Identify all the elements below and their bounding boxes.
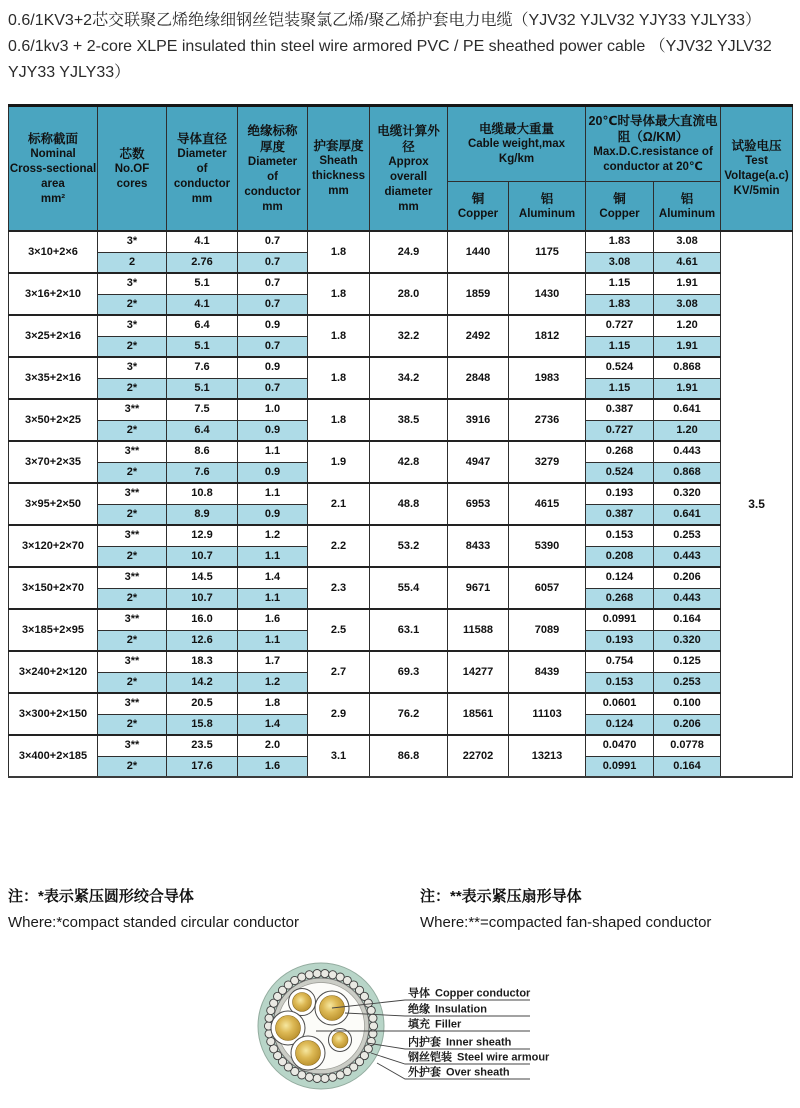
steel-wire-bead (321, 970, 329, 978)
col-header-cores: 芯数 No.OF cores (98, 106, 167, 232)
cell-resistance-copper: 0.0991 (586, 756, 654, 777)
cell-resistance-aluminum: 0.206 (654, 714, 721, 735)
phase-core (291, 1036, 325, 1070)
cell-cores: 2* (98, 672, 167, 693)
table-row (9, 609, 793, 630)
cell-weight-aluminum: 1983 (509, 357, 586, 399)
cell-conductor-diameter: 14.5 (167, 567, 238, 588)
table-body (9, 231, 793, 777)
cell-resistance-aluminum: 3.08 (654, 231, 721, 252)
cell-insulation-thickness: 1.1 (238, 441, 308, 462)
col-header-dc-resistance: 20℃时导体最大直流电 阻（Ω/KM） Max.D.C.resistance of conductor at 20℃ (586, 106, 721, 182)
cell-cores: 3** (98, 441, 167, 462)
cell-overall-diameter: 28.0 (370, 273, 448, 315)
cell-conductor-diameter: 8.6 (167, 441, 238, 462)
cell-sheath-thickness: 2.7 (308, 651, 370, 693)
cell-sheath-thickness: 2.2 (308, 525, 370, 567)
cell-resistance-aluminum: 1.91 (654, 378, 721, 399)
cell-cores: 3** (98, 567, 167, 588)
cell-conductor-diameter: 4.1 (167, 231, 238, 252)
cell-resistance-aluminum: 0.253 (654, 525, 721, 546)
page-title (8, 8, 796, 86)
cell-nominal-area: 3×50+2×25 (9, 399, 98, 441)
cell-resistance-copper: 0.0991 (586, 609, 654, 630)
steel-wire-bead (369, 1014, 377, 1022)
cell-resistance-copper: 0.754 (586, 651, 654, 672)
table-row (9, 357, 793, 378)
cell-weight-aluminum: 1175 (509, 231, 586, 273)
steel-wire-bead (321, 1074, 329, 1082)
cell-resistance-copper: 1.83 (586, 231, 654, 252)
cell-insulation-thickness: 1.0 (238, 399, 308, 420)
cell-sheath-thickness: 1.8 (308, 315, 370, 357)
cell-resistance-copper: 0.193 (586, 630, 654, 651)
steel-wire-bead (298, 973, 306, 981)
table-row (9, 399, 793, 420)
cell-weight-aluminum: 4615 (509, 483, 586, 525)
copper-conductor (332, 1032, 348, 1048)
cell-insulation-thickness: 1.1 (238, 630, 308, 651)
cell-insulation-thickness: 1.4 (238, 567, 308, 588)
cell-nominal-area: 3×400+2×185 (9, 735, 98, 777)
cell-weight-copper: 1440 (448, 231, 509, 273)
table-row (9, 567, 793, 588)
cell-conductor-diameter: 16.0 (167, 609, 238, 630)
cell-conductor-diameter: 18.3 (167, 651, 238, 672)
cell-insulation-thickness: 1.6 (238, 756, 308, 777)
cell-insulation-thickness: 1.1 (238, 588, 308, 609)
cell-resistance-copper: 0.124 (586, 714, 654, 735)
cell-sheath-thickness: 2.1 (308, 483, 370, 525)
cell-resistance-aluminum: 0.320 (654, 483, 721, 504)
diagram-label: 外护套 Over sheath (408, 1066, 510, 1079)
cell-resistance-copper: 0.524 (586, 462, 654, 483)
cell-test-voltage: 3.5 (721, 231, 793, 777)
cell-weight-copper: 2492 (448, 315, 509, 357)
title-line-zh: 0.6/1KV3+2芯交联聚乙烯绝缘细钢丝铠装聚氯乙烯/聚乙烯护套电力电缆（YJV32 YJLV32 YJY33 YJLY33） (8, 12, 761, 29)
col-header-cable-weight: 电缆最大重量 Cable weight,max Kg/km (448, 106, 586, 182)
cell-resistance-aluminum: 0.0778 (654, 735, 721, 756)
steel-wire-bead (367, 1006, 375, 1014)
note-left-en: Where:*compact standed circular conductor (8, 914, 299, 931)
cell-cores: 2* (98, 756, 167, 777)
cell-weight-copper: 9671 (448, 567, 509, 609)
cell-sheath-thickness: 1.8 (308, 273, 370, 315)
cell-insulation-thickness: 1.2 (238, 525, 308, 546)
cell-cores: 2* (98, 546, 167, 567)
cell-conductor-diameter: 5.1 (167, 273, 238, 294)
cell-insulation-thickness: 2.0 (238, 735, 308, 756)
cell-resistance-aluminum: 0.100 (654, 693, 721, 714)
cell-cores: 2* (98, 294, 167, 315)
cell-sheath-thickness: 1.9 (308, 441, 370, 483)
cell-insulation-thickness: 0.7 (238, 231, 308, 252)
cell-insulation-thickness: 0.7 (238, 378, 308, 399)
cell-resistance-aluminum: 0.641 (654, 399, 721, 420)
cell-weight-aluminum: 8439 (509, 651, 586, 693)
subheader-weight-aluminum: 铝 Aluminum (509, 182, 586, 232)
col-header-insulation-thickness: 绝缘标称 厚度 Diameter of conductor mm (238, 106, 308, 232)
cell-resistance-copper: 0.193 (586, 483, 654, 504)
table-row (9, 483, 793, 504)
cell-nominal-area: 3×10+2×6 (9, 231, 98, 273)
cell-conductor-diameter: 10.7 (167, 546, 238, 567)
cell-insulation-thickness: 1.1 (238, 546, 308, 567)
cell-cores: 2* (98, 420, 167, 441)
cell-insulation-thickness: 1.6 (238, 609, 308, 630)
steel-wire-bead (313, 1074, 321, 1082)
note-right-en: Where:**=compacted fan-shaped conductor (420, 914, 712, 931)
cell-weight-aluminum: 5390 (509, 525, 586, 567)
cell-insulation-thickness: 1.1 (238, 483, 308, 504)
cell-overall-diameter: 76.2 (370, 693, 448, 735)
diagram-label: 绝缘 Insulation (408, 1003, 487, 1016)
cell-nominal-area: 3×240+2×120 (9, 651, 98, 693)
cell-conductor-diameter: 7.6 (167, 462, 238, 483)
cell-resistance-aluminum: 0.868 (654, 462, 721, 483)
diagram-labels (407, 986, 550, 1079)
cell-overall-diameter: 55.4 (370, 567, 448, 609)
cell-weight-copper: 14277 (448, 651, 509, 693)
cell-resistance-aluminum: 0.443 (654, 588, 721, 609)
cell-sheath-thickness: 3.1 (308, 735, 370, 777)
subheader-resistance-aluminum: 铝 Aluminum (654, 182, 721, 232)
cell-cores: 3** (98, 399, 167, 420)
cell-weight-aluminum: 2736 (509, 399, 586, 441)
table-row (9, 735, 793, 756)
cell-resistance-copper: 0.153 (586, 672, 654, 693)
cell-overall-diameter: 38.5 (370, 399, 448, 441)
cell-resistance-aluminum: 0.206 (654, 567, 721, 588)
cell-weight-copper: 1859 (448, 273, 509, 315)
cell-cores: 3* (98, 231, 167, 252)
col-header-overall-diameter: 电缆计算外 径 Approx overall diameter mm (370, 106, 448, 232)
cell-conductor-diameter: 8.9 (167, 504, 238, 525)
cell-cores: 2 (98, 252, 167, 273)
cell-sheath-thickness: 1.8 (308, 357, 370, 399)
cell-insulation-thickness: 1.2 (238, 672, 308, 693)
cell-conductor-diameter: 10.7 (167, 588, 238, 609)
cell-cores: 3** (98, 609, 167, 630)
diagram-label: 内护套 Inner sheath (408, 1036, 512, 1049)
cell-resistance-copper: 0.387 (586, 399, 654, 420)
steel-wire-bead (305, 1073, 313, 1081)
cell-insulation-thickness: 0.9 (238, 420, 308, 441)
cell-resistance-aluminum: 3.08 (654, 294, 721, 315)
col-header-nominal-area: 标称截面 Nominal Cross-sectional area mm² (9, 106, 98, 232)
steel-wire-bead (329, 971, 337, 979)
cell-resistance-copper: 0.0470 (586, 735, 654, 756)
cell-resistance-copper: 0.208 (586, 546, 654, 567)
cell-insulation-thickness: 0.9 (238, 315, 308, 336)
cell-conductor-diameter: 7.6 (167, 357, 238, 378)
cell-weight-copper: 22702 (448, 735, 509, 777)
note-circular-conductor (8, 884, 398, 936)
cable-spec-table (8, 104, 793, 778)
cell-conductor-diameter: 12.9 (167, 525, 238, 546)
cell-resistance-copper: 1.15 (586, 336, 654, 357)
cell-conductor-diameter: 7.5 (167, 399, 238, 420)
cell-insulation-thickness: 1.4 (238, 714, 308, 735)
cell-resistance-aluminum: 1.20 (654, 420, 721, 441)
cell-nominal-area: 3×150+2×70 (9, 567, 98, 609)
cell-resistance-copper: 3.08 (586, 252, 654, 273)
table-row (9, 315, 793, 336)
cell-resistance-copper: 1.15 (586, 378, 654, 399)
cell-resistance-aluminum: 0.641 (654, 504, 721, 525)
cell-cores: 2* (98, 378, 167, 399)
diagram-label: 填充 Filler (408, 1018, 462, 1031)
cell-conductor-diameter: 5.1 (167, 378, 238, 399)
cell-overall-diameter: 32.2 (370, 315, 448, 357)
cell-cores: 3** (98, 483, 167, 504)
cell-nominal-area: 3×70+2×35 (9, 441, 98, 483)
cell-cores: 3* (98, 273, 167, 294)
cell-insulation-thickness: 0.9 (238, 462, 308, 483)
cell-weight-copper: 3916 (448, 399, 509, 441)
cell-resistance-aluminum: 0.443 (654, 441, 721, 462)
cell-resistance-copper: 0.124 (586, 567, 654, 588)
note-right-zh: 注：**表示紧压扇形导体 (420, 888, 582, 905)
cell-resistance-aluminum: 1.91 (654, 273, 721, 294)
cell-conductor-diameter: 14.2 (167, 672, 238, 693)
cell-overall-diameter: 86.8 (370, 735, 448, 777)
cell-conductor-diameter: 10.8 (167, 483, 238, 504)
cell-weight-copper: 18561 (448, 693, 509, 735)
steel-wire-bead (329, 1073, 337, 1081)
cell-cores: 2* (98, 462, 167, 483)
cell-insulation-thickness: 1.7 (238, 651, 308, 672)
subheader-resistance-copper: 铜 Copper (586, 182, 654, 232)
cell-resistance-aluminum: 0.443 (654, 546, 721, 567)
cell-nominal-area: 3×185+2×95 (9, 609, 98, 651)
table-row (9, 693, 793, 714)
cell-resistance-copper: 0.524 (586, 357, 654, 378)
table-header (9, 106, 793, 232)
table-row (9, 441, 793, 462)
col-header-conductor-diameter: 导体直径 Diameter of conductor mm (167, 106, 238, 232)
cell-insulation-thickness: 0.7 (238, 273, 308, 294)
cell-conductor-diameter: 6.4 (167, 315, 238, 336)
cell-sheath-thickness: 2.5 (308, 609, 370, 651)
cell-resistance-aluminum: 0.164 (654, 609, 721, 630)
table-row (9, 651, 793, 672)
cell-conductor-diameter: 4.1 (167, 294, 238, 315)
cell-weight-aluminum: 1812 (509, 315, 586, 357)
cell-nominal-area: 3×95+2×50 (9, 483, 98, 525)
note-fan-shaped-conductor (420, 884, 800, 936)
title-line-en-1: 0.6/1kv3 + 2-core XLPE insulated thin steel wire armored PVC / PE sheathed power cable （YJV32 YJLV32 (8, 38, 772, 55)
cell-nominal-area: 3×120+2×70 (9, 525, 98, 567)
cell-resistance-copper: 0.387 (586, 504, 654, 525)
subheader-weight-copper: 铜 Copper (448, 182, 509, 232)
cell-overall-diameter: 34.2 (370, 357, 448, 399)
cell-sheath-thickness: 1.8 (308, 231, 370, 273)
cell-weight-aluminum: 1430 (509, 273, 586, 315)
steel-wire-bead (305, 971, 313, 979)
cell-conductor-diameter: 12.6 (167, 630, 238, 651)
cell-resistance-aluminum: 0.320 (654, 630, 721, 651)
cable-cross-section-diagram (238, 953, 668, 1103)
cell-insulation-thickness: 0.7 (238, 252, 308, 273)
cell-cores: 3* (98, 357, 167, 378)
col-header-sheath-thickness: 护套厚度 Sheath thickness mm (308, 106, 370, 232)
cell-cores: 2* (98, 714, 167, 735)
cell-nominal-area: 3×300+2×150 (9, 693, 98, 735)
cell-insulation-thickness: 0.7 (238, 294, 308, 315)
cell-conductor-diameter: 5.1 (167, 336, 238, 357)
cell-cores: 2* (98, 504, 167, 525)
cell-conductor-diameter: 17.6 (167, 756, 238, 777)
cell-resistance-aluminum: 4.61 (654, 252, 721, 273)
cell-resistance-copper: 0.268 (586, 441, 654, 462)
diagram-label: 钢丝铠装 Steel wire armour (408, 1051, 550, 1064)
cell-weight-aluminum: 7089 (509, 609, 586, 651)
table-row (9, 525, 793, 546)
cell-weight-aluminum: 6057 (509, 567, 586, 609)
cell-weight-copper: 8433 (448, 525, 509, 567)
cell-resistance-copper: 0.0601 (586, 693, 654, 714)
cell-resistance-aluminum: 0.125 (654, 651, 721, 672)
cell-sheath-thickness: 1.8 (308, 399, 370, 441)
cell-overall-diameter: 63.1 (370, 609, 448, 651)
cell-insulation-thickness: 0.7 (238, 336, 308, 357)
cell-cores: 3* (98, 315, 167, 336)
title-line-en-2: YJY33 YJLY33） (8, 64, 131, 81)
cell-resistance-aluminum: 0.253 (654, 672, 721, 693)
cell-sheath-thickness: 2.3 (308, 567, 370, 609)
cell-nominal-area: 3×35+2×16 (9, 357, 98, 399)
cell-cores: 3** (98, 693, 167, 714)
copper-conductor (276, 1016, 301, 1041)
cell-conductor-diameter: 15.8 (167, 714, 238, 735)
cell-weight-aluminum: 11103 (509, 693, 586, 735)
cell-resistance-aluminum: 0.868 (654, 357, 721, 378)
cell-weight-aluminum: 13213 (509, 735, 586, 777)
cell-resistance-copper: 0.153 (586, 525, 654, 546)
cell-insulation-thickness: 0.9 (238, 504, 308, 525)
cell-conductor-diameter: 20.5 (167, 693, 238, 714)
steel-wire-bead (267, 1037, 275, 1045)
cell-conductor-diameter: 6.4 (167, 420, 238, 441)
cell-weight-copper: 6953 (448, 483, 509, 525)
cell-nominal-area: 3×25+2×16 (9, 315, 98, 357)
cell-resistance-copper: 0.727 (586, 315, 654, 336)
copper-conductor (293, 993, 312, 1012)
cell-overall-diameter: 53.2 (370, 525, 448, 567)
cell-cores: 2* (98, 336, 167, 357)
cell-cores: 3** (98, 525, 167, 546)
table-row (9, 273, 793, 294)
cell-weight-aluminum: 3279 (509, 441, 586, 483)
diagram-label: 导体 Copper conductor (408, 987, 531, 1000)
cell-overall-diameter: 69.3 (370, 651, 448, 693)
cell-cores: 3** (98, 651, 167, 672)
cell-resistance-copper: 0.268 (586, 588, 654, 609)
spec-table-container (8, 104, 792, 778)
table-row (9, 231, 793, 252)
cell-weight-copper: 2848 (448, 357, 509, 399)
cell-nominal-area: 3×16+2×10 (9, 273, 98, 315)
cell-conductor-diameter: 2.76 (167, 252, 238, 273)
cell-overall-diameter: 42.8 (370, 441, 448, 483)
cell-insulation-thickness: 0.9 (238, 357, 308, 378)
cell-resistance-aluminum: 1.20 (654, 315, 721, 336)
cell-cores: 3** (98, 735, 167, 756)
cell-cores: 2* (98, 630, 167, 651)
cell-resistance-copper: 1.83 (586, 294, 654, 315)
cell-insulation-thickness: 1.8 (238, 693, 308, 714)
cell-resistance-copper: 0.727 (586, 420, 654, 441)
cell-resistance-aluminum: 0.164 (654, 756, 721, 777)
cell-sheath-thickness: 2.9 (308, 693, 370, 735)
copper-conductor (296, 1041, 321, 1066)
cell-weight-copper: 4947 (448, 441, 509, 483)
steel-wire-bead (369, 1022, 377, 1030)
cell-cores: 2* (98, 588, 167, 609)
neutral-core (329, 1029, 352, 1052)
cell-overall-diameter: 48.8 (370, 483, 448, 525)
note-left-zh: 注：*表示紧压圆形绞合导体 (8, 888, 194, 905)
cell-resistance-aluminum: 1.91 (654, 336, 721, 357)
steel-wire-bead (313, 970, 321, 978)
col-header-test-voltage: 试验电压 Test Voltage(a.c) KV/5min (721, 106, 793, 232)
cell-resistance-copper: 1.15 (586, 273, 654, 294)
cell-overall-diameter: 24.9 (370, 231, 448, 273)
steel-wire-bead (336, 1071, 344, 1079)
cell-conductor-diameter: 23.5 (167, 735, 238, 756)
cell-weight-copper: 11588 (448, 609, 509, 651)
